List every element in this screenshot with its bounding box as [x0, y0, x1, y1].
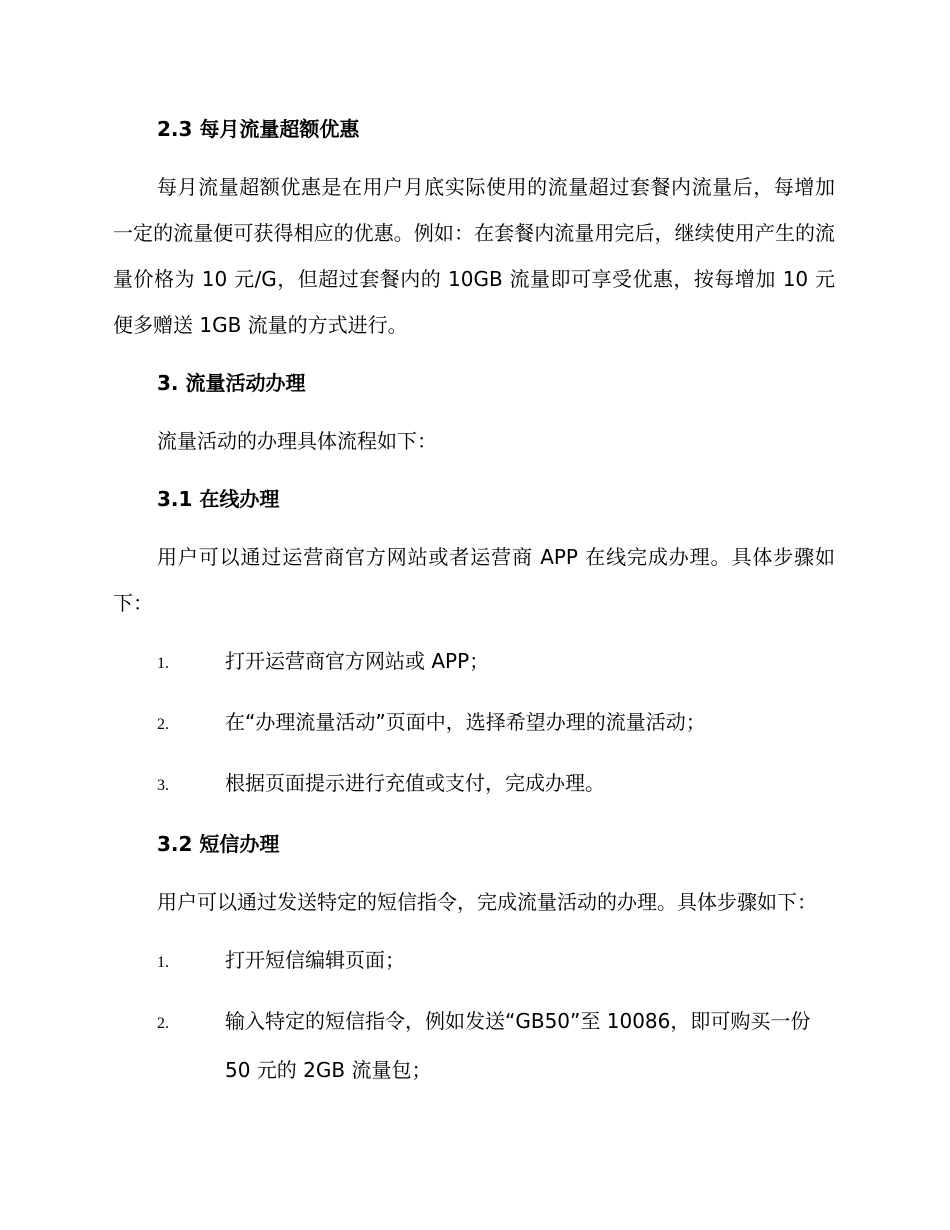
section-heading-3: 3. 流量活动办理	[157, 371, 306, 395]
list-number: 1.	[157, 954, 169, 971]
list-number: 2.	[157, 716, 169, 733]
section-paragraph-3-2: 用户可以通过发送特定的短信指令，完成流量活动的办理。具体步骤如下：	[157, 890, 817, 914]
section-heading-3-2: 3.2 短信办理	[157, 832, 280, 856]
list-text: 打开短信编辑页面；	[225, 948, 405, 972]
section-heading-3-1: 3.1 在线办理	[157, 487, 280, 511]
list-item	[113, 760, 835, 809]
list-text: 根据页面提示进行充值或支付，完成办理。	[225, 771, 605, 795]
list-number: 3.	[157, 777, 169, 794]
list-text: 在“办理流量活动”页面中，选择希望办理的流量活动；	[225, 710, 706, 734]
list-item	[113, 699, 835, 748]
list-text: 打开运营商官方网站或 APP；	[225, 649, 490, 673]
section-paragraph-3-1: 用户可以通过运营商官方网站或者运营商 APP 在线完成办理。具体步骤如下：	[113, 545, 835, 615]
section-paragraph-2-3: 每月流量超额优惠是在用户月底实际使用的流量超过套餐内流量后，每增加一定的流量便可获得相应的优惠。例如：在套餐内流量用完后，继续使用产生的流量价格为 10 元/G，但超过套餐内的 10GB 流量即可享受优惠，按每增加 10 元便多赠送 1GB 流量的方式进行。	[113, 175, 835, 337]
list-item	[113, 998, 835, 1093]
section-paragraph-3: 流量活动的办理具体流程如下：	[157, 429, 437, 453]
list-item	[113, 638, 835, 687]
list-number: 1.	[157, 655, 169, 672]
list-item	[113, 937, 835, 986]
list-text: 输入特定的短信指令，例如发送“GB50”至 10086，即可购买一份 50 元的 2GB 流量包；	[225, 1009, 811, 1082]
document-body	[113, 106, 835, 1105]
list-number: 2.	[157, 1015, 169, 1032]
section-heading-2-3: 2.3 每月流量超额优惠	[157, 117, 360, 141]
